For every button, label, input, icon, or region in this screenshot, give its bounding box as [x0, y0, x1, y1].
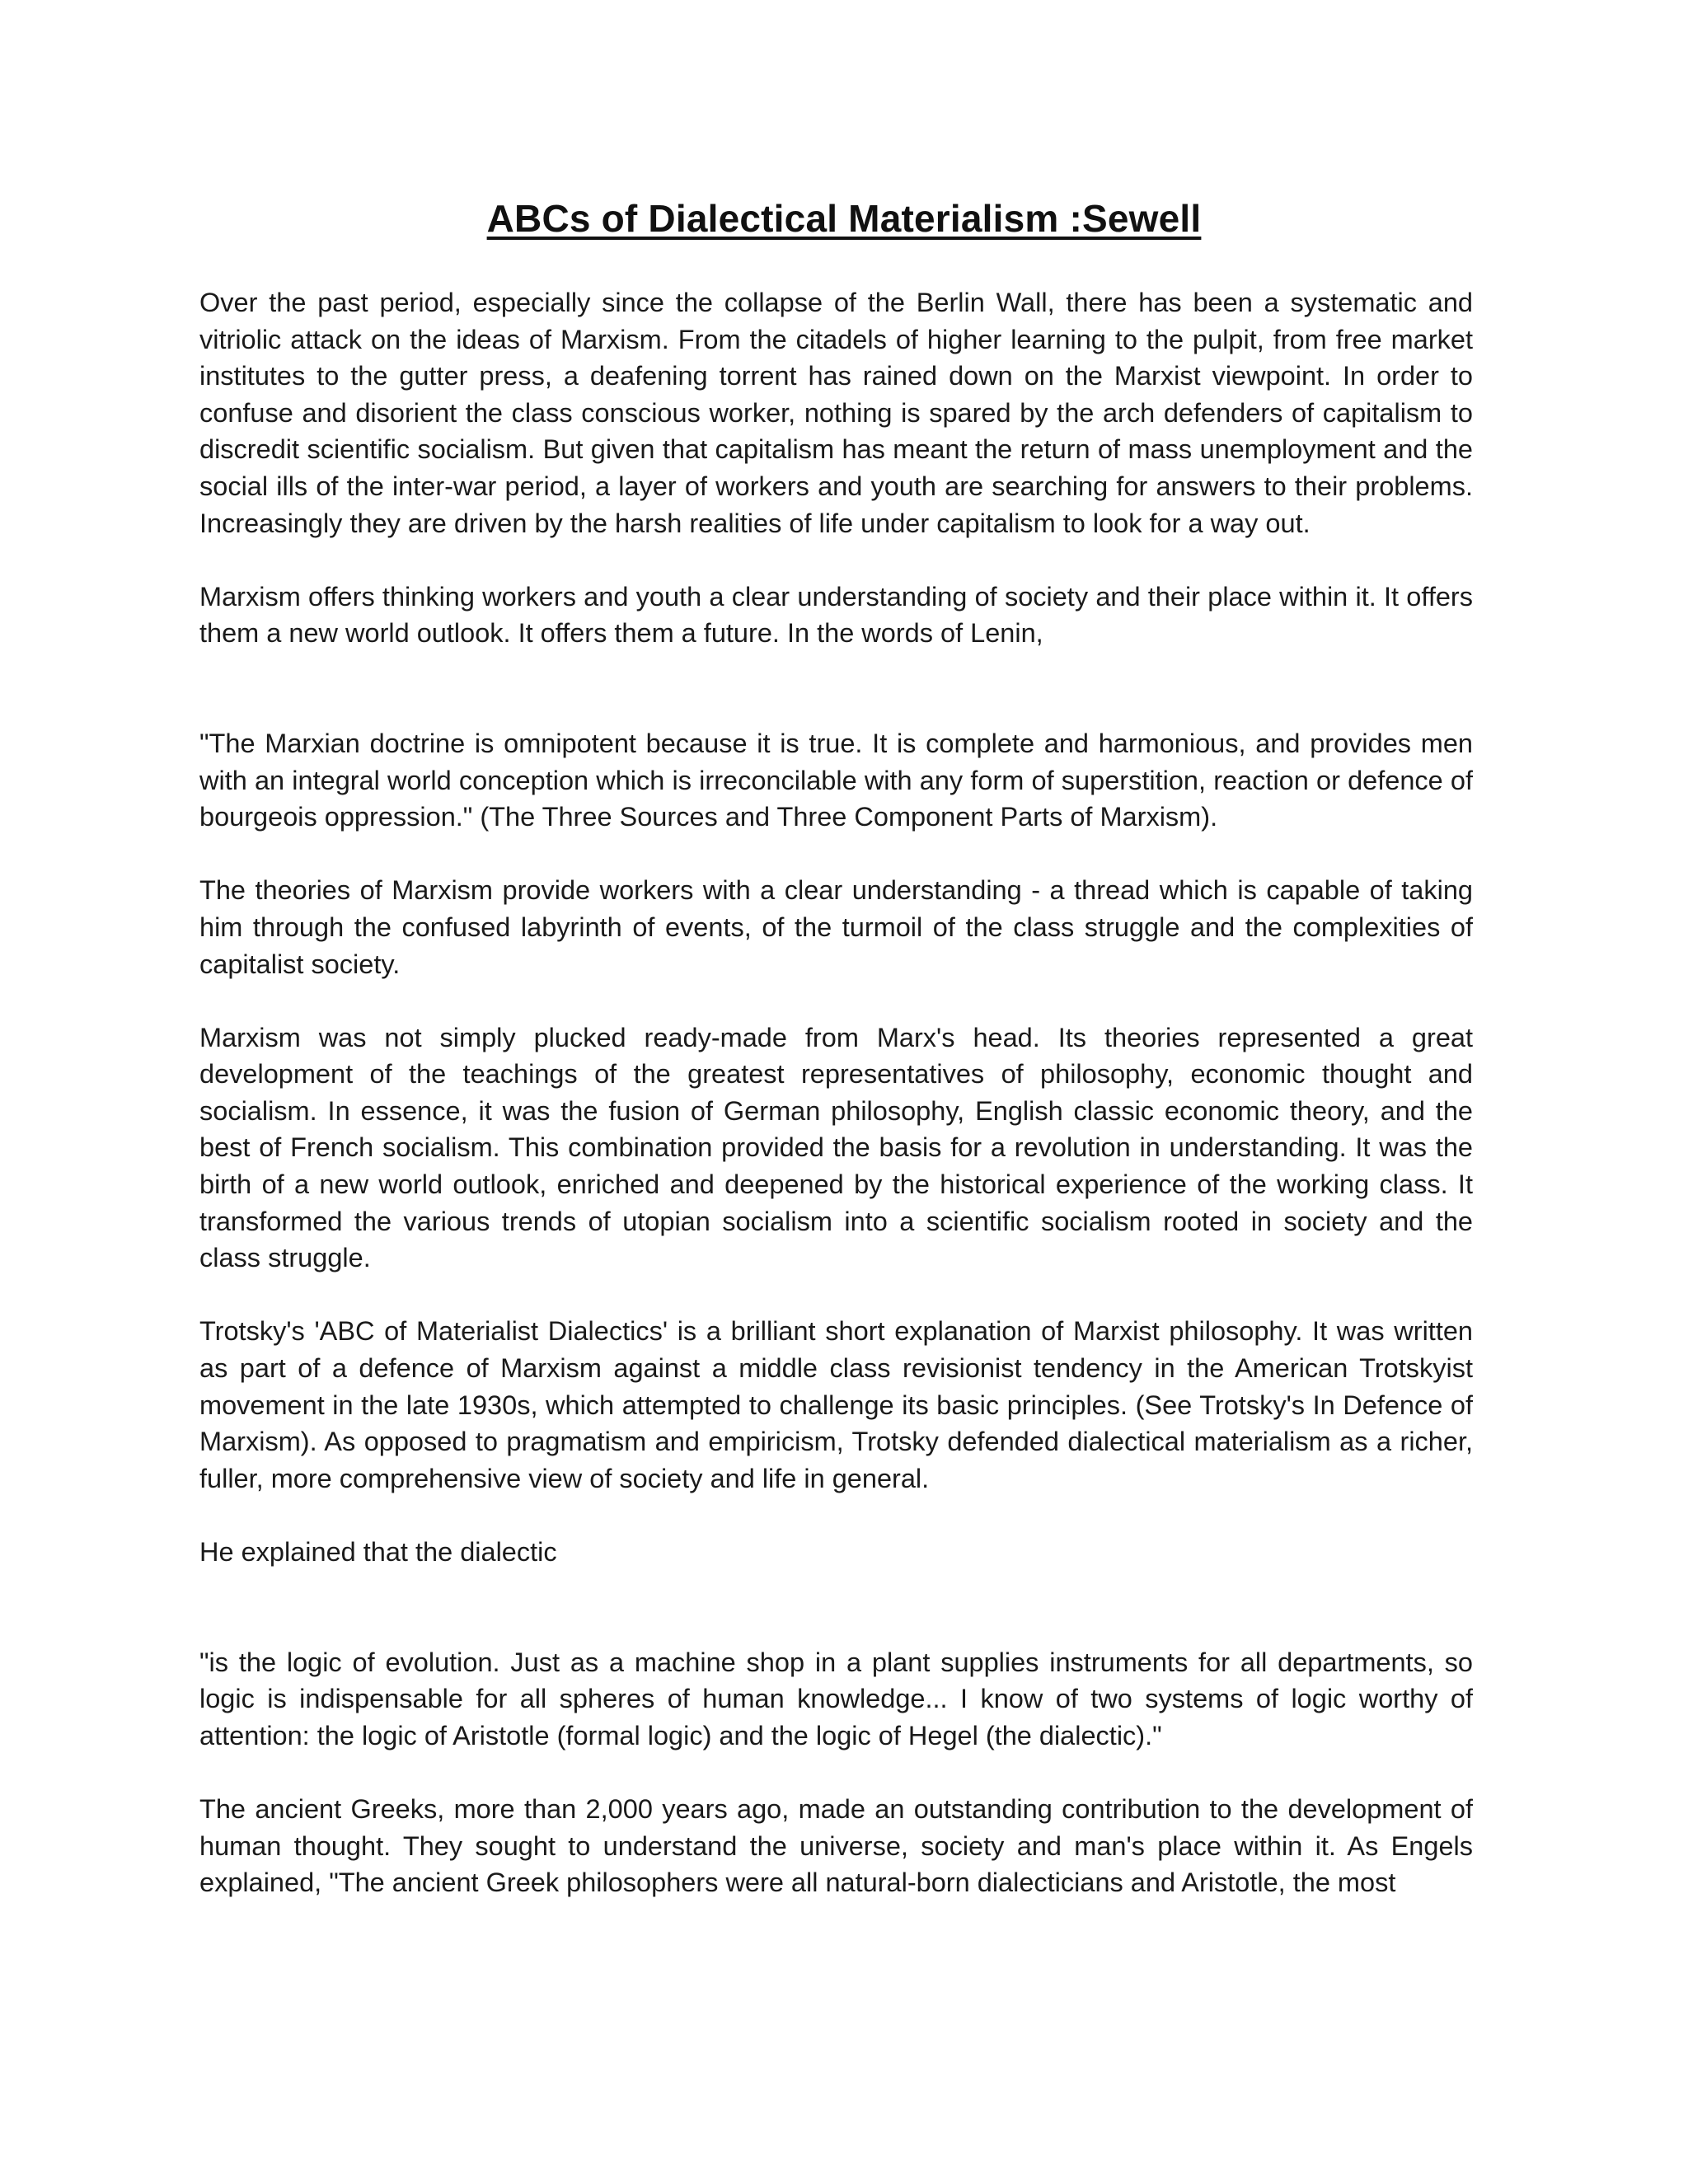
paragraph-lenin-quote: "The Marxian doctrine is omnipotent because it is true. It is complete and harmonious, and provides men with an integral world conception which is irreconcilable with any form of superstition, reaction or defence of bourgeois oppression." (The Three Sources and Three Component Parts of Marxism). — [199, 728, 1473, 832]
paragraph-theories: The theories of Marxism provide workers with a clear understanding - a thread which is capable of taking him through the confused labyrinth of events, of the turmoil of the class struggle and the complexities of capitalist society. — [199, 875, 1473, 979]
document-body — [199, 284, 1473, 1938]
paragraph-dialectic-intro: He explained that the dialectic — [199, 1537, 557, 1567]
paragraph-ancient-greeks: The ancient Greeks, more than 2,000 years ago, made an outstanding contribution to the development of human thought. They sought to understand the universe, society and man's place within it. As Engels explained, "The ancient Greek philosophers were all natural-born dialecticians and Aristotle, the most — [199, 1793, 1473, 1898]
paragraph-trotsky-quote: "is the logic of evolution. Just as a machine shop in a plant supplies instruments for all departments, so logic is indispensable for all spheres of human knowledge... I know of two systems of logic worthy of attention: the logic of Aristotle (formal logic) and the logic of Hegel (the dialectic)." — [199, 1647, 1473, 1750]
paragraph-marxism-offers: Marxism offers thinking workers and youth a clear understanding of society and their place within it. It offers them a new world outlook. It offers them a future. In the words of Lenin, — [199, 581, 1473, 649]
paragraph-intro: Over the past period, especially since the collapse of the Berlin Wall, there has been a systematic and vitriolic attack on the ideas of Marxism. From the citadels of higher learning to the pulpit, from free market institutes to the gutter press, a deafening torrent has rained down on the Marxist viewpoint. In order to confuse and disorient the class conscious worker, nothing is spared by the arch defenders of capitalism to discredit scientific socialism. But given that capitalism has meant the return of mass unemployment and the social ills of the inter-war period, a layer of workers and youth are searching for answers to their problems. Increasingly they are driven by the harsh realities of life under capitalism to look for a way out. — [199, 288, 1473, 538]
paragraph-origins: Marxism was not simply plucked ready-made from Marx's head. Its theories represented a great development of the teachings of the greatest representatives of philosophy, economic thought and socialism. In essence, it was the fusion of German philosophy, English classic economic theory, and the best of French socialism. This combination provided the basis for a revolution in understanding. It was the birth of a new world outlook, enriched and deepened by the historical experience of the working class. It transformed the various trends of utopian socialism into a scientific socialism rooted in society and the class struggle. — [199, 1022, 1473, 1273]
paragraph-trotsky-abc: Trotsky's 'ABC of Materialist Dialectics' is a brilliant short explanation of Marxist philosophy. It was written as part of a defence of Marxism against a middle class revisionist tendency in the American Trotskyist movement in the late 1930s, which attempted to challenge its basic principles. (See Trotsky's In Defence of Marxism). As opposed to pragmatism and empiricism, Trotsky defended dialectical materialism as a richer, fuller, more comprehensive view of society and life in general. — [199, 1316, 1473, 1493]
document-title: ABCs of Dialectical Materialism :Sewell — [486, 197, 1202, 240]
